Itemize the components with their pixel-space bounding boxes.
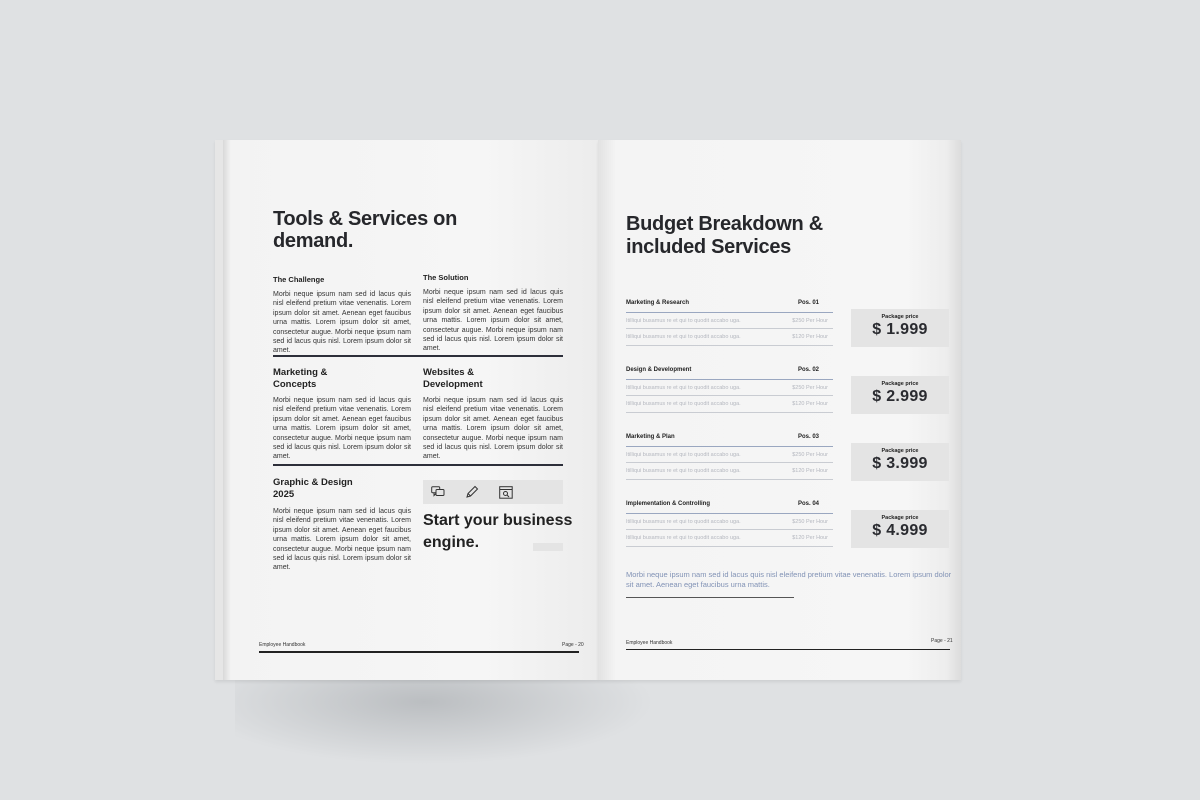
budget-group-header [626, 367, 833, 373]
right-page [598, 140, 961, 680]
budget-row-text: Itilliqui busamus re et qui to quodit accabo uga. [626, 318, 741, 324]
challenge-body: Morbi neque ipsum nam sed id lacus quis nisl eleifend pretium vitae venenatis. Lorem ipsum dolor sit amet. Aenean eget faucibus urna mattis. Lorem ipsum dolor sit amet, consectetur augue. Morbi neque ipsum nam sed id lacus quis nisl. Lorem ipsum dolor sit amet. [273, 291, 411, 355]
budget-row-price: $120 Per Hour [792, 535, 828, 541]
budget-rule [626, 379, 833, 380]
open-brochure [215, 137, 961, 683]
browser-search-icon [499, 486, 513, 499]
budget-row-price: $250 Per Hour [792, 452, 828, 458]
budget-group-pos: Pos. 02 [797, 367, 819, 373]
budget-row-text: Itilliqui busamus re et qui to quodit accabo uga. [626, 401, 741, 407]
footer-rule [259, 651, 579, 653]
budget-row [626, 535, 833, 541]
budget-rule [626, 546, 833, 547]
footer-page-number: Page - 21 [931, 638, 953, 644]
graphic-heading: Graphic & Design 2025 [273, 477, 353, 500]
budget-row [626, 385, 833, 391]
budget-group-name: Implementation & Controlling [626, 501, 710, 507]
budget-row [626, 519, 833, 525]
budget-row-text: Itilliqui busamus re et qui to quodit accabo uga. [626, 452, 741, 458]
budget-group [626, 367, 951, 417]
package-price-label: Package price [881, 381, 919, 387]
left-page-title: Tools & Services on demand. [273, 208, 457, 252]
icon-bar [423, 480, 563, 504]
footer-handbook-label: Employee Handbook [259, 642, 306, 648]
budget-rule [626, 513, 833, 514]
budget-row-text: Itilliqui busamus re et qui to quodit accabo uga. [626, 519, 741, 525]
budget-group-name: Marketing & Plan [626, 434, 675, 440]
package-price-amount: $ 2.999 [872, 388, 928, 405]
pencil-icon [465, 485, 479, 499]
budget-rule [626, 462, 833, 463]
websites-body: Morbi neque ipsum nam sed id lacus quis nisl eleifend pretium vitae venenatis. Lorem ipsum dolor sit amet. Aenean eget faucibus urna mattis. Lorem ipsum dolor sit amet, consectetur augue. Morbi neque ipsum nam sed id lacus quis nisl. Lorem ipsum dolor sit amet. [423, 397, 563, 461]
package-price-amount: $ 3.999 [872, 455, 928, 472]
challenge-heading: The Challenge [273, 275, 325, 284]
package-price-box [851, 309, 949, 347]
marketing-heading: Marketing & Concepts [273, 367, 328, 390]
budget-group [626, 300, 951, 350]
budget-rule [626, 395, 833, 396]
budget-row [626, 468, 833, 474]
package-price-box [851, 376, 949, 414]
budget-row-text: Itilliqui busamus re et qui to quodit accabo uga. [626, 535, 741, 541]
budget-group-header [626, 300, 833, 306]
budget-rule [626, 529, 833, 530]
budget-rule [626, 312, 833, 313]
closing-paragraph: Morbi neque ipsum nam sed id lacus quis nisl eleifend pretium vitae venenatis. Lorem ipsum dolor sit amet. Aenean eget faucibus urna mattis. [626, 570, 952, 589]
package-price-label: Package price [881, 448, 919, 454]
budget-row-price: $120 Per Hour [792, 334, 828, 340]
package-price-label: Package price [881, 515, 919, 521]
budget-row [626, 334, 833, 340]
package-price-amount: $ 1.999 [872, 321, 928, 338]
budget-group-header [626, 501, 833, 507]
budget-row-text: Itilliqui busamus re et qui to quodit accabo uga. [626, 334, 741, 340]
footer-handbook-label: Employee Handbook [626, 640, 673, 646]
section-divider [273, 355, 563, 357]
book-shadow [235, 675, 655, 765]
budget-row [626, 452, 833, 458]
budget-group-name: Design & Development [626, 367, 692, 373]
budget-row [626, 318, 833, 324]
footer-rule [626, 649, 950, 650]
left-page [215, 140, 598, 680]
websites-heading: Websites & Development [423, 367, 483, 390]
budget-row-text: Itilliqui busamus re et qui to quodit accabo uga. [626, 468, 741, 474]
budget-row [626, 401, 833, 407]
budget-group-header [626, 434, 833, 440]
budget-rule [626, 446, 833, 447]
footer-page-number: Page - 20 [562, 642, 584, 648]
budget-group [626, 501, 951, 551]
budget-row-price: $250 Per Hour [792, 318, 828, 324]
graphic-body: Morbi neque ipsum nam sed id lacus quis nisl eleifend pretium vitae venenatis. Lorem ipsum dolor sit amet. Aenean eget faucibus urna mattis. Lorem ipsum dolor sit amet, consectetur augue. Morbi neque ipsum nam sed id lacus quis nisl. Lorem ipsum dolor sit amet. [273, 508, 411, 572]
budget-rule [626, 479, 833, 480]
engine-tagline: Start your business engine. [423, 512, 573, 551]
package-price-label: Package price [881, 314, 919, 320]
closing-rule [626, 597, 794, 598]
budget-row-text: Itilliqui busamus re et qui to quodit accabo uga. [626, 385, 741, 391]
solution-body: Morbi neque ipsum nam sed id lacus quis nisl eleifend pretium vitae venenatis. Lorem ipsum dolor sit amet. Aenean eget faucibus urna mattis. Lorem ipsum dolor sit amet, consectetur augue. Morbi neque ipsum nam sed id lacus quis nisl. Lorem ipsum dolor sit amet. [423, 289, 563, 353]
solution-heading: The Solution [423, 273, 469, 282]
budget-row-price: $250 Per Hour [792, 385, 828, 391]
section-divider [273, 464, 563, 466]
package-price-box [851, 443, 949, 481]
budget-rule [626, 345, 833, 346]
chat-icon [431, 486, 445, 498]
budget-group-name: Marketing & Research [626, 300, 690, 306]
budget-row-price: $120 Per Hour [792, 401, 828, 407]
package-price-box [851, 510, 949, 548]
budget-group [626, 434, 951, 484]
right-page-title: Budget Breakdown & included Services [626, 213, 823, 258]
budget-rule [626, 328, 833, 329]
marketing-body: Morbi neque ipsum nam sed id lacus quis nisl eleifend pretium vitae venenatis. Lorem ipsum dolor sit amet. Aenean eget faucibus urna mattis. Lorem ipsum dolor sit amet, consectetur augue. Morbi neque ipsum nam sed id lacus quis nisl. Lorem ipsum dolor sit amet. [273, 397, 411, 461]
budget-group-pos: Pos. 01 [797, 300, 819, 306]
budget-row-price: $250 Per Hour [792, 519, 828, 525]
package-price-amount: $ 4.999 [872, 522, 928, 539]
budget-rule [626, 412, 833, 413]
budget-group-pos: Pos. 04 [797, 501, 819, 507]
budget-group-pos: Pos. 03 [797, 434, 819, 440]
budget-row-price: $120 Per Hour [792, 468, 828, 474]
